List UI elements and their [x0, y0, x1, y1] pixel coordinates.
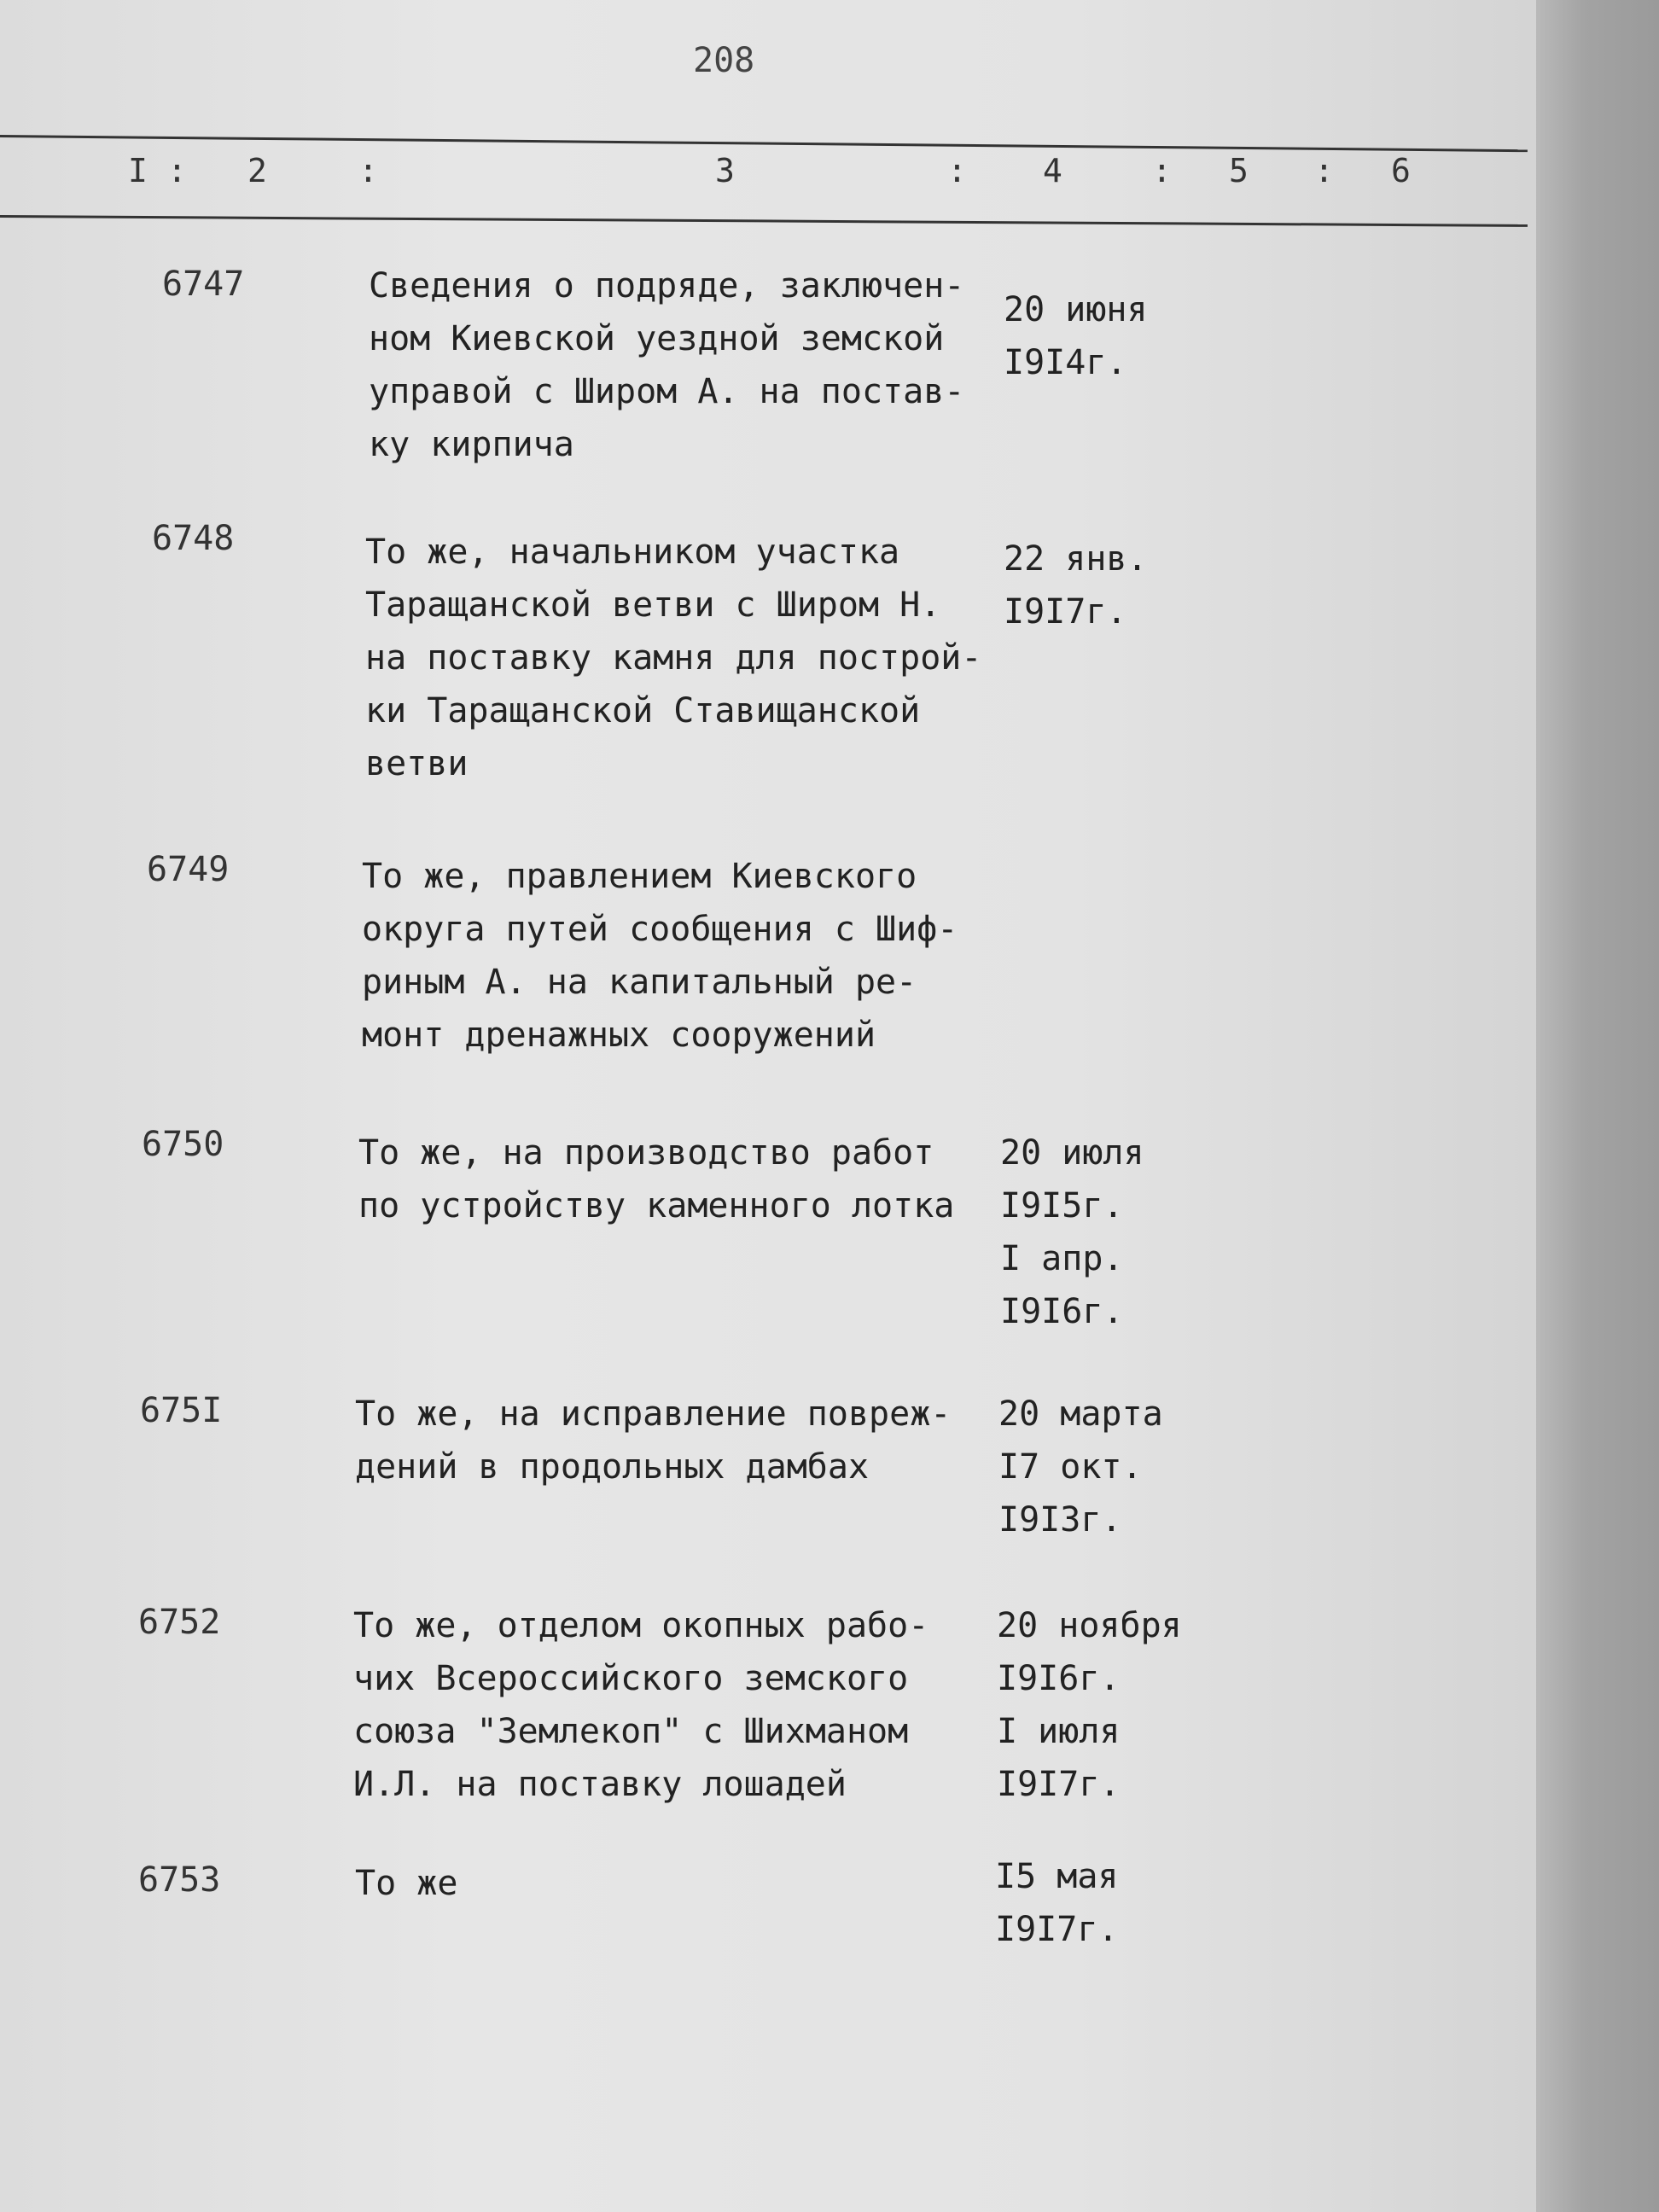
entry-number: 6750 [142, 1125, 224, 1164]
entry-date: I5 мая I9I7г. [995, 1857, 1119, 1949]
column-header-separator: : [167, 152, 187, 189]
column-header-1: I [128, 152, 148, 189]
column-header-separator: : [947, 152, 967, 189]
entry-number: 6749 [147, 850, 230, 889]
column-header-separator: : [1152, 152, 1172, 189]
column-header-5: 5 [1229, 152, 1249, 189]
entry-number: 675I [140, 1391, 223, 1430]
page-number: 208 [693, 41, 755, 80]
entry-date: 20 марта I7 окт. I9I3г. [998, 1394, 1163, 1540]
page-edge-shadow [1536, 0, 1659, 2212]
column-header-6: 6 [1391, 152, 1411, 189]
entry-description: То же, начальником участка Таращанской ветви с Широм Н. на поставку камня для построй- ки Таращанской Ставищанской ветви [365, 533, 982, 783]
column-header-2: 2 [247, 152, 267, 189]
entry-number: 6748 [152, 519, 235, 558]
entry-description: То же, на производство работ по устройству каменного лотка [358, 1133, 955, 1225]
header-bottom-rule [0, 215, 1528, 227]
header-top-rule [0, 135, 1528, 152]
entry-description: То же, на исправление повреж- дений в продольных дамбах [355, 1394, 952, 1487]
entry-date: 20 ноября I9I6г. I июля I9I7г. [997, 1606, 1182, 1804]
entry-date: 20 июня I9I4г. [1004, 290, 1148, 382]
column-header-separator: : [1314, 152, 1334, 189]
entry-number: 6753 [138, 1860, 221, 1900]
column-header-3: 3 [715, 152, 735, 189]
entry-description: То же [355, 1864, 458, 1903]
entry-description: То же, отделом окопных рабо- чих Всероссийского земского союза "Землекоп" с Шихманом И.Л. на поставку лошадей [353, 1606, 929, 1804]
entry-date: 22 янв. I9I7г. [1004, 539, 1148, 632]
entry-description: То же, правлением Киевского округа путей сообщения с Шиф- риным А. на капитальный ре- монт дренажных сооружений [362, 857, 958, 1055]
entry-number: 6752 [138, 1603, 221, 1642]
entry-description: Сведения о подряде, заключен- ном Киевской уездной земской управой с Широм А. на постав- ку кирпича [369, 266, 965, 464]
entry-number: 6747 [162, 265, 245, 304]
column-header-4: 4 [1043, 152, 1062, 189]
column-header-separator: : [358, 152, 378, 189]
entry-date: 20 июля I9I5г. I апр. I9I6г. [1000, 1133, 1144, 1331]
